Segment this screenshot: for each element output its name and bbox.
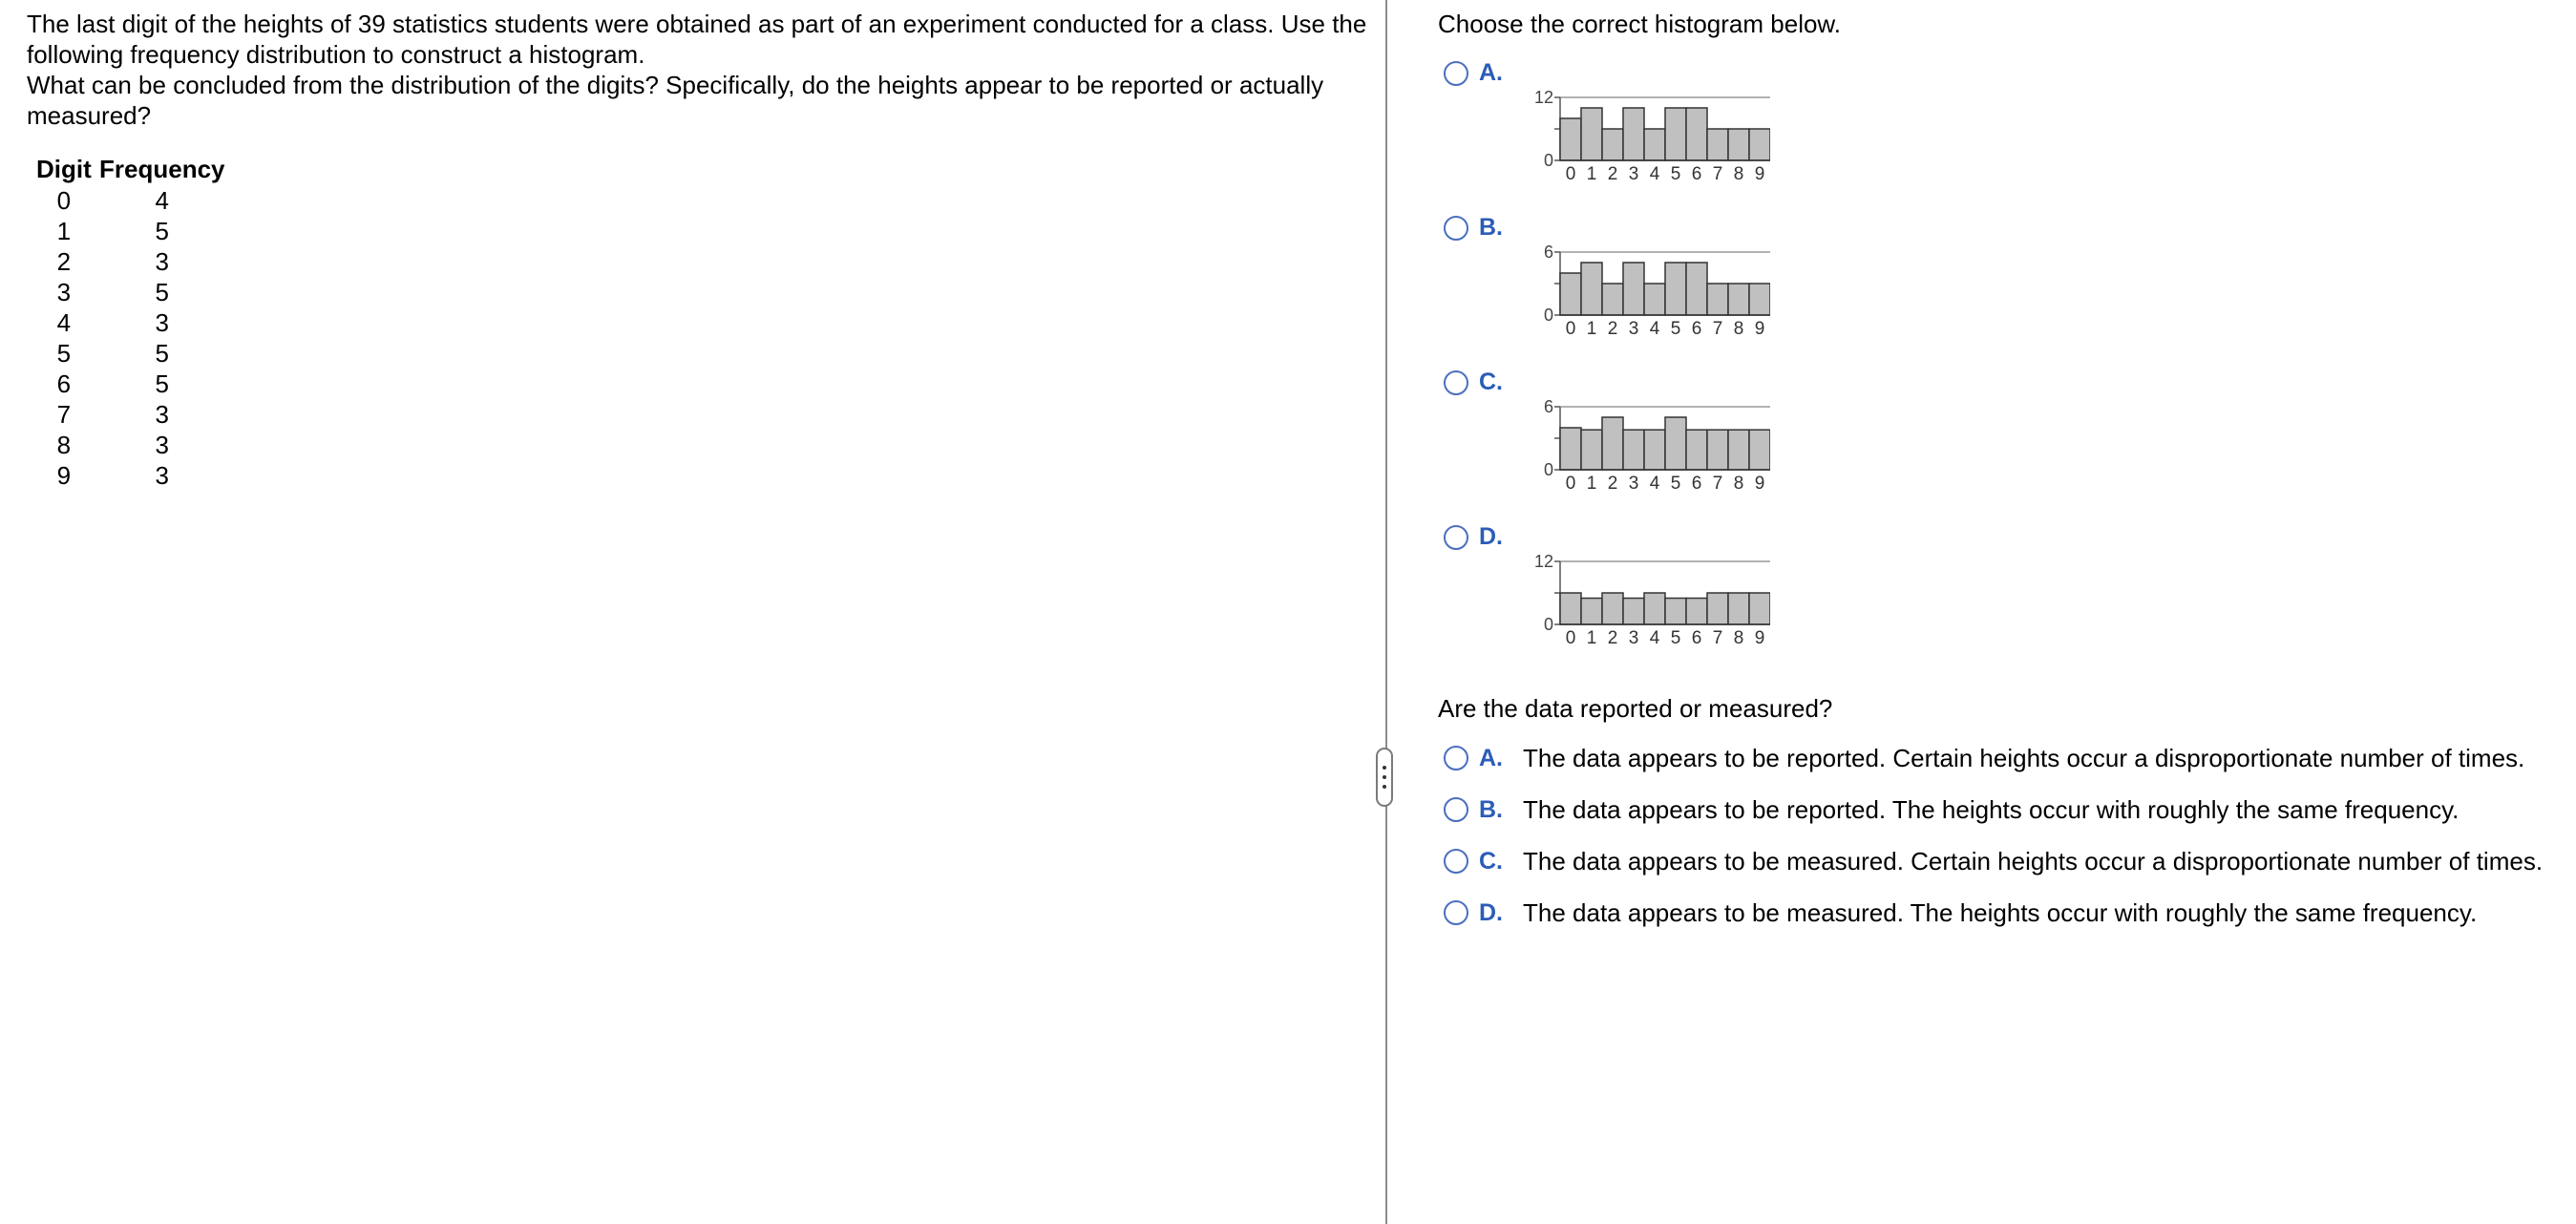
histogram-bar [1602, 417, 1623, 470]
x-tick-label: 7 [1712, 164, 1723, 184]
table-row [32, 369, 229, 399]
y-tick-label-min: 0 [1543, 615, 1553, 634]
x-tick-label: 8 [1733, 319, 1744, 339]
handle-dot-icon [1383, 766, 1386, 770]
histogram-bar [1749, 430, 1770, 470]
x-tick-label: 9 [1754, 474, 1765, 494]
question-text [27, 9, 1373, 131]
y-tick-label-min: 0 [1543, 460, 1553, 479]
histogram-option-b-radio[interactable] [1444, 216, 1468, 241]
digit-header: Digit [36, 154, 92, 183]
frequency-cell: 5 [155, 369, 169, 398]
histogram-bar [1623, 430, 1644, 470]
table-row [32, 399, 229, 430]
x-tick-label: 9 [1754, 319, 1765, 339]
histogram-bar [1707, 430, 1728, 470]
x-tick-label: 1 [1586, 319, 1597, 339]
table-row [32, 307, 229, 338]
histogram-bar [1686, 599, 1707, 625]
x-tick-label: 4 [1649, 164, 1660, 184]
x-tick-label: 0 [1565, 319, 1576, 339]
histogram-bar [1707, 593, 1728, 624]
conclusion-option-d-text[interactable]: The data appears to be measured. The heights occur with roughly the same frequency. [1523, 898, 2478, 927]
x-tick-label: 2 [1607, 628, 1618, 648]
conclusion-option-d-letter[interactable]: D. [1479, 899, 1503, 926]
digit-cell: 4 [56, 308, 72, 337]
frequency-cell: 4 [155, 186, 169, 215]
x-tick-label: 1 [1586, 474, 1597, 494]
histogram-bar [1749, 284, 1770, 315]
conclusion-option-b-radio[interactable] [1444, 797, 1468, 822]
digit-cell: 2 [56, 247, 72, 276]
x-tick-label: 2 [1607, 319, 1618, 339]
frequency-cell: 5 [155, 278, 169, 306]
digit-cell: 5 [56, 339, 72, 368]
table-row [32, 460, 229, 491]
table-row [32, 216, 229, 246]
frequency-cell: 3 [155, 461, 169, 490]
x-tick-label: 3 [1628, 474, 1639, 494]
histogram-bar [1581, 599, 1602, 625]
x-tick-label: 8 [1733, 628, 1744, 648]
histogram-bar [1749, 593, 1770, 624]
histogram-bar [1644, 430, 1665, 470]
conclusion-option-d-radio[interactable] [1444, 900, 1468, 925]
histogram-bar [1623, 599, 1644, 625]
digit-cell: 7 [56, 400, 72, 429]
histogram-c-chart [1522, 391, 1770, 519]
table-row [32, 338, 229, 369]
x-tick-label: 5 [1670, 474, 1681, 494]
y-tick-label-max: 12 [1533, 552, 1553, 571]
histogram-prompt: Choose the correct histogram below. [1438, 10, 1841, 38]
x-tick-label: 1 [1586, 628, 1597, 648]
table-row [32, 430, 229, 460]
frequency-table [32, 153, 229, 491]
histogram-bar [1686, 108, 1707, 160]
histogram-bar [1686, 430, 1707, 470]
conclusion-option-a-radio[interactable] [1444, 746, 1468, 770]
x-tick-label: 1 [1586, 164, 1597, 184]
histogram-option-c-radio[interactable] [1444, 370, 1468, 395]
histogram-bar [1560, 428, 1581, 470]
histogram-option-a[interactable] [1522, 82, 1770, 210]
x-tick-label: 9 [1754, 164, 1765, 184]
table-row [32, 246, 229, 277]
y-tick-label-min: 0 [1543, 306, 1553, 325]
frequency-cell: 3 [155, 308, 169, 337]
x-tick-label: 2 [1607, 474, 1618, 494]
histogram-bar [1602, 284, 1623, 315]
histogram-d-chart [1522, 546, 1770, 674]
histogram-option-a-letter[interactable]: A. [1479, 59, 1503, 86]
y-tick-label-min: 0 [1543, 151, 1553, 170]
x-tick-label: 5 [1670, 164, 1681, 184]
histogram-option-b-letter[interactable]: B. [1479, 214, 1503, 241]
histogram-a-chart [1522, 82, 1770, 210]
digit-cell: 0 [56, 186, 72, 215]
answer-pane [1387, 0, 2576, 1224]
histogram-bar [1602, 129, 1623, 160]
frequency-cell: 3 [155, 400, 169, 429]
histogram-bar [1665, 263, 1686, 315]
x-tick-label: 5 [1670, 628, 1681, 648]
digit-cell: 9 [56, 461, 72, 490]
histogram-bar [1686, 263, 1707, 315]
x-tick-label: 8 [1733, 474, 1744, 494]
frequency-header: Frequency [99, 154, 225, 183]
histogram-bar [1581, 430, 1602, 470]
x-tick-label: 8 [1733, 164, 1744, 184]
x-tick-label: 4 [1649, 474, 1660, 494]
frequency-cell: 3 [155, 431, 169, 459]
histogram-bar [1602, 593, 1623, 624]
table-header-row [32, 153, 229, 185]
x-tick-label: 7 [1712, 319, 1723, 339]
x-tick-label: 0 [1565, 628, 1576, 648]
histogram-bar [1560, 593, 1581, 624]
histogram-bar [1707, 284, 1728, 315]
conclusion-option-b-text[interactable]: The data appears to be reported. The heights occur with roughly the same frequency. [1523, 795, 2460, 824]
histogram-option-d-radio[interactable] [1444, 525, 1468, 550]
digit-cell: 6 [56, 369, 72, 398]
histogram-bar [1644, 593, 1665, 624]
x-tick-label: 7 [1712, 474, 1723, 494]
x-tick-label: 9 [1754, 628, 1765, 648]
frequency-cell: 3 [155, 247, 169, 276]
histogram-option-b[interactable] [1522, 237, 1770, 365]
x-tick-label: 6 [1691, 474, 1702, 494]
histogram-bar [1560, 118, 1581, 160]
x-tick-label: 0 [1565, 474, 1576, 494]
x-tick-label: 5 [1670, 319, 1681, 339]
histogram-bar [1728, 430, 1749, 470]
histogram-option-d-letter[interactable]: D. [1479, 523, 1503, 550]
histogram-bar [1665, 417, 1686, 470]
conclusion-option-a-text[interactable]: The data appears to be reported. Certain heights occur a disproportionate number of times. [1523, 744, 2525, 772]
histogram-bar [1581, 263, 1602, 315]
histogram-bar [1728, 284, 1749, 315]
histogram-option-a-radio[interactable] [1444, 61, 1468, 86]
histogram-bar [1560, 273, 1581, 315]
table-row [32, 185, 229, 216]
x-tick-label: 3 [1628, 164, 1639, 184]
histogram-option-c[interactable] [1522, 391, 1770, 519]
handle-dot-icon [1383, 785, 1386, 789]
handle-dot-icon [1383, 775, 1386, 779]
table-row [32, 277, 229, 307]
x-tick-label: 0 [1565, 164, 1576, 184]
histogram-bar [1665, 599, 1686, 625]
digit-cell: 8 [56, 431, 72, 459]
histogram-bar [1728, 129, 1749, 160]
x-tick-label: 6 [1691, 628, 1702, 648]
x-tick-label: 3 [1628, 319, 1639, 339]
x-tick-label: 7 [1712, 628, 1723, 648]
frequency-cell: 5 [155, 339, 169, 368]
x-tick-label: 2 [1607, 164, 1618, 184]
frequency-cell: 5 [155, 217, 169, 245]
histogram-bar [1665, 108, 1686, 160]
x-tick-label: 6 [1691, 164, 1702, 184]
histogram-b-chart [1522, 237, 1770, 365]
histogram-bar [1728, 593, 1749, 624]
conclusion-option-b-letter[interactable]: B. [1479, 796, 1503, 823]
conclusion-option-c-radio[interactable] [1444, 849, 1468, 874]
y-tick-label-max: 12 [1533, 88, 1553, 107]
x-tick-label: 3 [1628, 628, 1639, 648]
digit-cell: 3 [56, 278, 72, 306]
histogram-option-d[interactable] [1522, 546, 1770, 674]
question-line-2: What can be concluded from the distribution of the digits? Specifically, do the heights appear to be reported or actually measured? [27, 71, 1324, 130]
histogram-bar [1707, 129, 1728, 160]
x-tick-label: 6 [1691, 319, 1702, 339]
histogram-bar [1581, 108, 1602, 160]
digit-cell: 1 [56, 217, 72, 245]
y-tick-label-max: 6 [1543, 243, 1553, 262]
conclusion-option-c-text[interactable]: The data appears to be measured. Certain heights occur a disproportionate number of times. [1523, 847, 2544, 876]
histogram-bar [1749, 129, 1770, 160]
conclusion-option-c-letter[interactable]: C. [1479, 848, 1503, 875]
histogram-option-c-letter[interactable]: C. [1479, 369, 1503, 395]
histogram-bar [1623, 108, 1644, 160]
x-tick-label: 4 [1649, 319, 1660, 339]
question-line-1: The last digit of the heights of 39 statistics students were obtained as part of an experiment conducted for a class. Use the following frequency distribution to construct a histogram. [27, 10, 1367, 69]
conclusion-prompt: Are the data reported or measured? [1438, 694, 1833, 723]
histogram-bar [1623, 263, 1644, 315]
y-tick-label-max: 6 [1543, 397, 1553, 416]
conclusion-option-a-letter[interactable]: A. [1479, 745, 1503, 771]
histogram-bar [1644, 129, 1665, 160]
histogram-bar [1644, 284, 1665, 315]
x-tick-label: 4 [1649, 628, 1660, 648]
